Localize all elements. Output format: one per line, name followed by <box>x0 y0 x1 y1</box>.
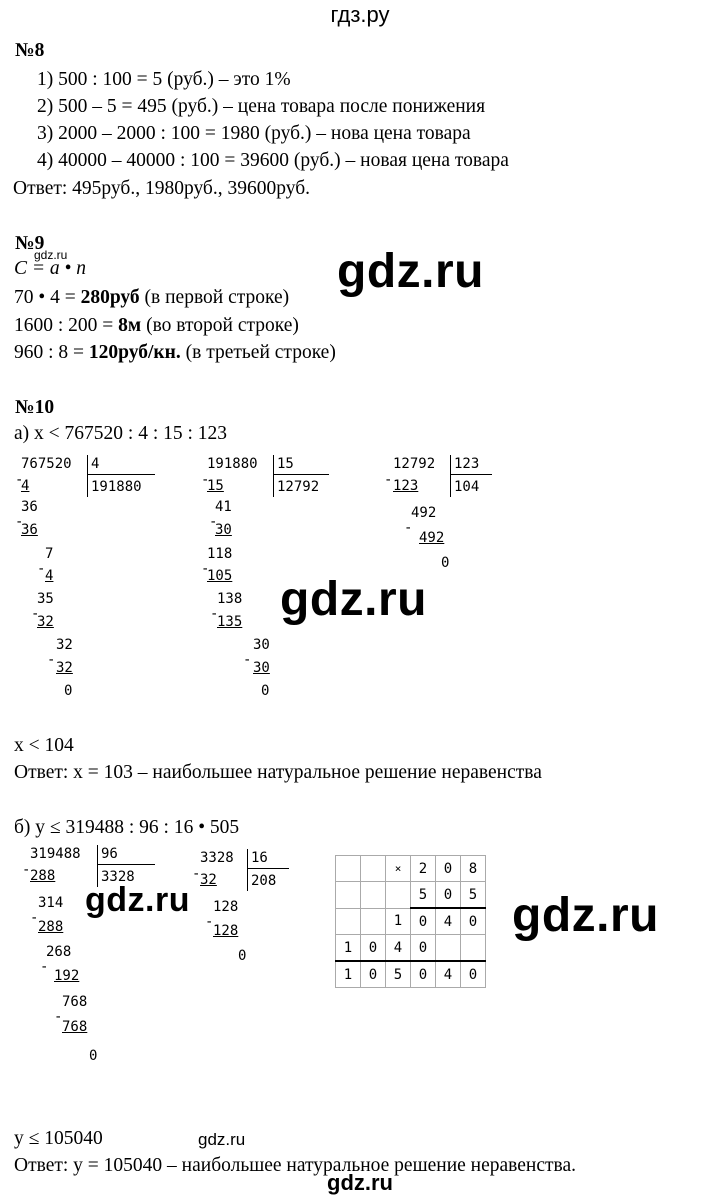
dividend: 12792 <box>393 456 436 472</box>
minus-sign: - <box>37 561 46 577</box>
grid-cell <box>336 882 361 909</box>
step: 492 <box>411 505 437 521</box>
task-8-line-2: 2) 500 – 5 = 495 (руб.) – цена товара после понижения <box>37 96 486 117</box>
step: 0 <box>261 683 270 699</box>
divisor: 15 <box>277 456 294 472</box>
grid-cell: 5 <box>386 961 411 988</box>
task-8-line-1: 1) 500 : 100 = 5 (руб.) – это 1% <box>37 69 291 90</box>
minus-sign: - <box>209 514 218 530</box>
grid-cell: 0 <box>411 961 436 988</box>
footer-watermark: gdz.ru <box>327 1170 393 1195</box>
step: 768 <box>62 994 88 1010</box>
dividend: 191880 <box>207 456 258 472</box>
minus-sign: - <box>22 862 31 878</box>
step: 30 <box>215 522 232 538</box>
task-8-heading: №8 <box>15 40 45 61</box>
quotient: 3328 <box>101 869 135 885</box>
watermark-medium: gdz.ru <box>85 881 190 919</box>
divisor: 96 <box>101 846 118 862</box>
minus-sign: - <box>210 606 219 622</box>
step: 135 <box>217 614 243 630</box>
minus-sign: - <box>31 606 40 622</box>
step: 492 <box>419 530 445 546</box>
step: 32 <box>200 872 217 888</box>
grid-cell <box>386 882 411 909</box>
step: 0 <box>64 683 73 699</box>
multiplication-grid <box>335 855 486 988</box>
dividend: 767520 <box>21 456 72 472</box>
step: 128 <box>213 923 239 939</box>
dividend: 3328 <box>200 850 234 866</box>
step: 105 <box>207 568 233 584</box>
minus-sign: - <box>201 472 210 488</box>
grid-cell <box>336 856 361 882</box>
task-10a-result: x < 104 <box>14 735 74 756</box>
minus-sign: - <box>30 910 39 926</box>
grid-cell: 0 <box>461 908 486 935</box>
divisor: 4 <box>91 456 100 472</box>
step: 0 <box>441 555 450 571</box>
step: 4 <box>45 568 54 584</box>
task-9-formula: C = a • n <box>14 258 86 279</box>
minus-sign: - <box>15 514 24 530</box>
task-9-line-2: 1600 : 200 = 8м (во второй строке) <box>14 315 299 336</box>
step: 118 <box>207 546 233 562</box>
step: 123 <box>393 478 419 494</box>
step: 0 <box>89 1048 98 1064</box>
grid-cell <box>361 908 386 935</box>
watermark-big: gdz.ru <box>512 889 659 942</box>
dividend: 319488 <box>30 846 81 862</box>
step: 268 <box>46 944 72 960</box>
grid-cell: 4 <box>436 961 461 988</box>
grid-cell: 0 <box>411 935 436 962</box>
step: 4 <box>21 478 30 494</box>
task-8-answer: Ответ: 495руб., 1980руб., 39600руб. <box>13 178 311 199</box>
grid-cell <box>461 935 486 962</box>
grid-cell: 8 <box>461 856 486 882</box>
grid-cell: 1 <box>336 961 361 988</box>
task-9-heading: №9 <box>15 233 45 254</box>
minus-sign: - <box>15 472 24 488</box>
step: 192 <box>54 968 80 984</box>
step: 288 <box>38 919 64 935</box>
minus-sign: - <box>205 914 214 930</box>
grid-cell <box>336 908 361 935</box>
minus-sign: - <box>243 652 252 668</box>
quotient: 208 <box>251 873 277 889</box>
step: 35 <box>37 591 54 607</box>
task-8-line-3: 3) 2000 – 2000 : 100 = 1980 (руб.) – нова цена товара <box>37 123 471 144</box>
quotient: 12792 <box>277 479 320 495</box>
step: 768 <box>62 1019 88 1035</box>
task-9-line-3: 960 : 8 = 120руб/кн. (в третьей строке) <box>14 342 336 363</box>
grid-cell: 1 <box>336 935 361 962</box>
minus-sign: - <box>40 959 49 975</box>
task-10b-condition: б) y ≤ 319488 : 96 : 16 • 505 <box>14 817 240 838</box>
step: 0 <box>238 948 247 964</box>
grid-cell: 5 <box>461 882 486 909</box>
step: 32 <box>56 660 73 676</box>
grid-cell <box>436 935 461 962</box>
minus-sign: - <box>47 652 56 668</box>
watermark-big: gdz.ru <box>337 245 484 298</box>
grid-cell: 4 <box>386 935 411 962</box>
step: 41 <box>215 499 232 515</box>
grid-cell: 0 <box>411 908 436 935</box>
step: 314 <box>38 895 64 911</box>
step: 36 <box>21 499 38 515</box>
minus-sign: - <box>384 472 393 488</box>
site-title: гдз.ру <box>330 2 390 27</box>
step: 138 <box>217 591 243 607</box>
step: 36 <box>21 522 38 538</box>
step: 7 <box>45 546 54 562</box>
minus-sign: - <box>54 1009 63 1025</box>
watermark-small: gdz.ru <box>198 1130 246 1149</box>
watermark-big: gdz.ru <box>280 573 427 626</box>
task-10-heading: №10 <box>15 397 55 418</box>
grid-cell <box>361 882 386 909</box>
grid-cell: 0 <box>461 961 486 988</box>
grid-cell: 0 <box>361 961 386 988</box>
step: 30 <box>253 660 270 676</box>
grid-cell: 1 <box>386 908 411 935</box>
grid-cell: 0 <box>436 882 461 909</box>
grid-cell: 0 <box>361 935 386 962</box>
task-10b-answer: Ответ: y = 105040 – наибольшее натуральное решение неравенства. <box>14 1155 576 1176</box>
step: 128 <box>213 899 239 915</box>
grid-cell: 5 <box>411 882 436 909</box>
step: 30 <box>253 637 270 653</box>
task-10a-answer: Ответ: x = 103 – наибольшее натуральное решение неравенства <box>14 762 542 783</box>
step: 32 <box>56 637 73 653</box>
quotient: 191880 <box>91 479 142 495</box>
grid-cell: × <box>386 856 411 882</box>
minus-sign: - <box>192 866 201 882</box>
task-8-line-4: 4) 40000 – 40000 : 100 = 39600 (руб.) – новая цена товара <box>37 150 509 171</box>
task-10a-condition: а) x < 767520 : 4 : 15 : 123 <box>14 423 228 444</box>
task-10b-result: y ≤ 105040 <box>14 1128 103 1149</box>
step: 288 <box>30 868 56 884</box>
divisor: 123 <box>454 456 480 472</box>
grid-cell <box>361 856 386 882</box>
step: 15 <box>207 478 224 494</box>
minus-sign: - <box>201 561 210 577</box>
step: 32 <box>37 614 54 630</box>
task-9-line-1: 70 • 4 = 280руб (в первой строке) <box>14 287 290 308</box>
divisor: 16 <box>251 850 268 866</box>
grid-cell: 2 <box>411 856 436 882</box>
grid-cell: 4 <box>436 908 461 935</box>
watermark-small: gdz.ru <box>34 248 68 262</box>
minus-sign: - <box>404 520 413 536</box>
quotient: 104 <box>454 479 480 495</box>
grid-cell: 0 <box>436 856 461 882</box>
